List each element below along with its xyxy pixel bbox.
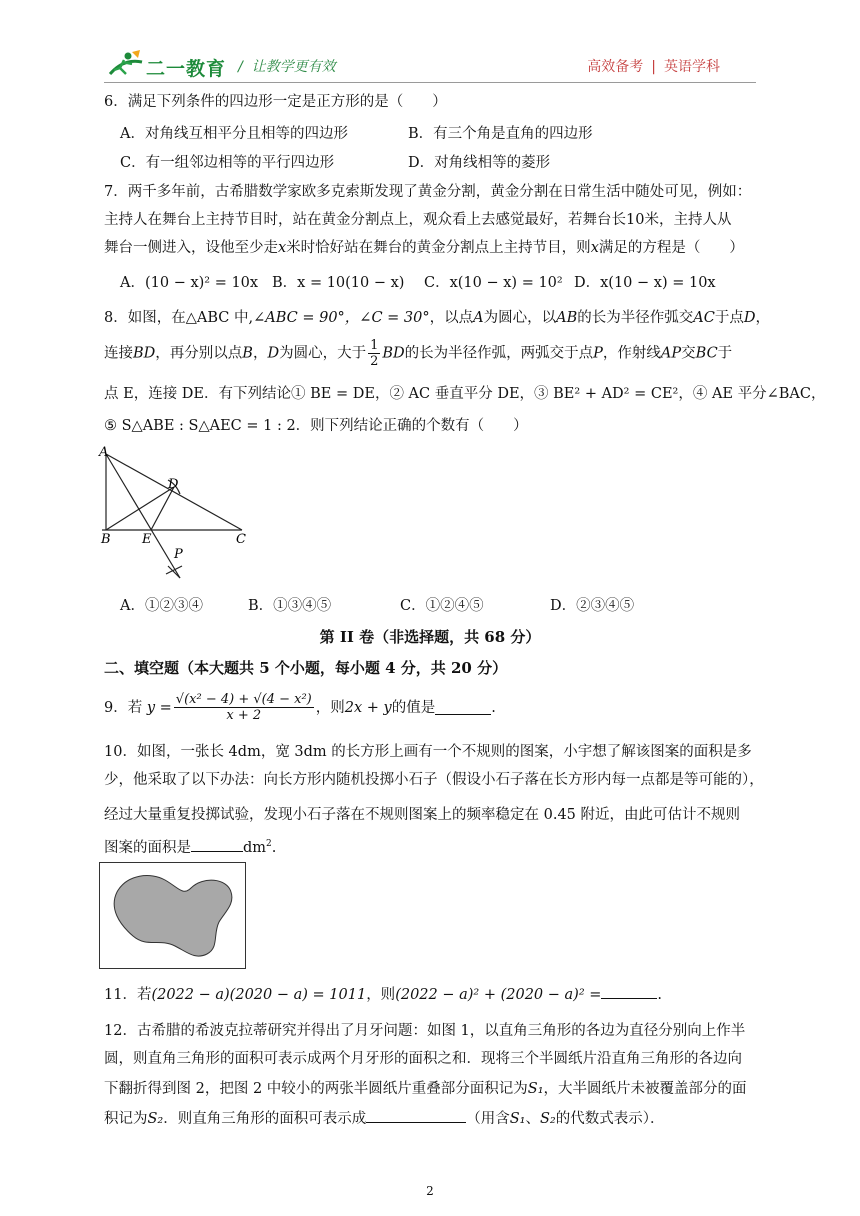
- q7-line-3: 舞台一侧进入，设他至少走x米时恰好站在舞台的黄金分割点上主持节目，则x满足的方程是（ ）: [104, 240, 744, 256]
- q12-line-3: 下翻折得到图 2，把图 2 中较小的两张半圆纸片重叠部分面积记为S₁，大半圆纸片未被覆盖部分的面: [104, 1081, 747, 1097]
- q6-option-a: A．对角线互相平分且相等的四边形: [120, 126, 348, 142]
- q10-line-3: 经过大量重复投掷试验，发现小石子落在不规则图案上的频率稳定在 0.45 附近，由此可估计不规则: [104, 807, 740, 823]
- q7-line-2: 主持人在舞台上主持节目时，站在黄金分割点上，观众看上去感觉最好，若舞台长10米，主持人从: [104, 212, 732, 228]
- q6-option-c: C．有一组邻边相等的平行四边形: [120, 155, 335, 171]
- section-2-title: 二、填空题（本大题共 5 个小题，每小题 4 分，共 20 分）: [104, 659, 508, 677]
- q10-line-1: 10．如图，一张长 4dm，宽 3dm 的长方形上画有一个不规则的图案，小宇想了解该图案的面积是多: [104, 744, 752, 760]
- segment-de: [151, 487, 174, 530]
- q8-line-1: 8．如图，在△ABC 中,∠ABC = 90°，∠C = 30°，以点A为圆心，以AB的长为半径作弧交AC于点D，: [104, 310, 770, 326]
- q9-answer-blank[interactable]: [435, 700, 491, 715]
- q6-stem: 6．满足下列条件的四边形一定是正方形的是（ ）: [104, 94, 447, 110]
- header-tag-prep: 高效备考: [587, 59, 644, 75]
- q12-answer-blank[interactable]: [366, 1108, 466, 1123]
- label-d: D: [168, 477, 179, 492]
- q8-option-b: B．①③④⑤: [248, 598, 332, 614]
- q9-line: 9．若 y = $\frac{\text{√(x² − 4) + √(4 − x²)}}{x + 2}$ ，则 2x + y 的值是 .: [104, 692, 496, 723]
- q10-answer-blank[interactable]: [191, 837, 243, 852]
- q12-line-1: 12．古希腊的希波克拉蒂研究并得出了月牙问题：如图 1，以直角三角形的各边为直径分别向上作半: [104, 1023, 746, 1039]
- q8-option-c: C．①②④⑤: [400, 598, 484, 614]
- header-slogan: / 让教学更有效: [238, 59, 336, 75]
- q8-line-2: 连接BD，再分别以点B，D为圆心，大于 $\frac{1}{2}$ BD的长为半径作弧，两弧交于点P，作射线AP交BC于: [104, 338, 733, 369]
- q7-line-1: 7．两千多年前，古希腊数学家欧多克索斯发现了黄金分割，黄金分割在日常生活中随处可见，例如：: [104, 184, 752, 200]
- part-2-title: 第 II 卷（非选择题，共 68 分）: [319, 628, 541, 646]
- q11-answer-blank[interactable]: [601, 984, 657, 999]
- page-number: 2: [426, 1184, 434, 1198]
- q8-line-4: ⑤ S△ABE : S△AEC = 1 : 2．则下列结论正确的个数有（ ）: [104, 418, 528, 434]
- q7-option-b: B．x = 10(10 − x): [272, 275, 405, 291]
- label-b: B: [101, 532, 111, 547]
- label-c: C: [236, 532, 246, 547]
- q8-line-3: 点 E，连接 DE．有下列结论① BE = DE，② AC 垂直平分 DE，③ BE² + AD² = CE²，④ AE 平分∠BAC，: [104, 386, 826, 402]
- q9-fraction: $\frac{\text{√(x² − 4) + √(4 − x²)}}{x + 2}$: [175, 692, 312, 723]
- q7-option-a: A．(10 − x)² = 10x: [120, 275, 259, 291]
- logo-text: 二一教育: [146, 58, 227, 80]
- q8-option-d: D．②③④⑤: [550, 598, 635, 614]
- segment-bd: [106, 487, 174, 530]
- q6-option-b: B．有三个角是直角的四边形: [408, 126, 593, 142]
- q6-option-d: D．对角线相等的菱形: [408, 155, 551, 171]
- q10-line-2: 少，他采取了以下办法：向长方形内随机投掷小石子（假设小石子落在长方形内每一点都是等可能的），: [104, 772, 764, 788]
- q7-option-c: C．x(10 − x) = 10²: [424, 275, 563, 291]
- header-divider: [104, 82, 756, 83]
- ray-ap: [106, 454, 180, 578]
- q10-rectangle-figure: [99, 862, 249, 970]
- header-tags: [587, 56, 720, 76]
- q7-option-d: D．x(10 − x) = 10x: [574, 275, 716, 291]
- q11-line: 11．若(2022 − a)(2020 − a) = 1011，则(2022 − a)² + (2020 − a)² = .: [104, 981, 662, 1009]
- header-tag-subject: 英语学科: [664, 59, 720, 75]
- q12-line-4: 积记为S₂．则直角三角形的面积可表示成 （用含S₁、S₂的代数式表示）．: [104, 1105, 665, 1133]
- q10-line-4: 图案的面积是 $dm^2$.: [104, 830, 276, 862]
- label-a: A: [99, 445, 109, 460]
- header-separator: |: [651, 59, 656, 75]
- label-e: E: [142, 532, 152, 547]
- q12-line-2: 圆，则直角三角形的面积可表示成两个月牙形的面积之和．现将三个半圆纸片沿直角三角形的各边向: [104, 1051, 742, 1067]
- q8-option-a: A．①②③④: [120, 598, 203, 614]
- fraction-one-half: $\frac{1}{2}$: [370, 338, 379, 369]
- label-p: P: [174, 547, 183, 562]
- q8-geometry-figure: [96, 444, 256, 584]
- segment-ac: [106, 454, 242, 530]
